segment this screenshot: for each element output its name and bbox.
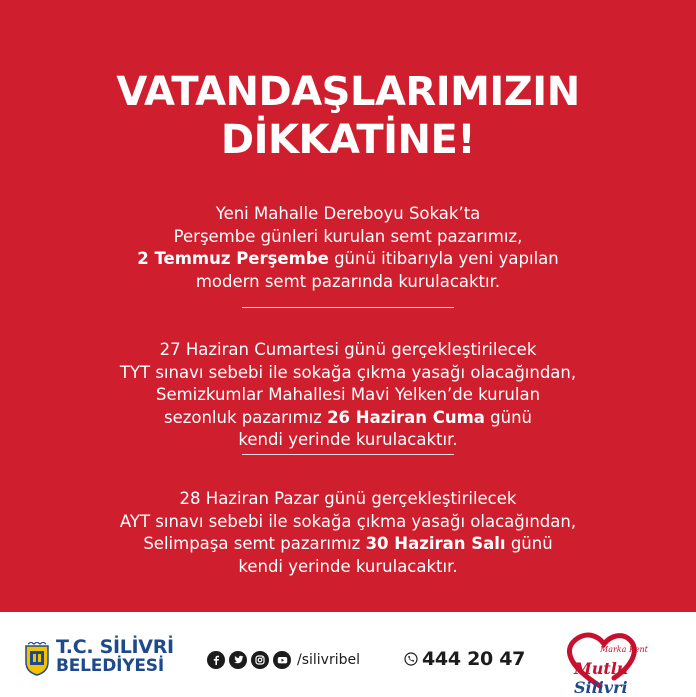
paragraph-3-line-1: 28 Haziran Pazar günü gerçekleştirilecek (179, 489, 517, 508)
phone-contact[interactable] (404, 648, 525, 670)
youtube-icon[interactable] (273, 651, 291, 669)
phone-number: 444 20 47 (422, 648, 526, 670)
paragraph-1-line-1: Yeni Mahalle Dereboyu Sokak’ta (215, 204, 481, 223)
paragraph-1-line-4: modern semt pazarında kurulacaktır. (195, 271, 501, 291)
paragraph-1-line-3 (0, 248, 696, 271)
paragraph-3-line-2: AYT sınavı sebebi ile sokağa çıkma yasağı olacağından, (119, 511, 577, 531)
paragraph-3-line-3-post: günü (505, 534, 553, 553)
paragraph-2-line-4 (0, 407, 696, 430)
paragraph-2-line-4-post: günü (484, 407, 533, 427)
slogan-main-text (574, 659, 680, 697)
social-links (207, 651, 360, 669)
paragraph-1-line-3-rest: günü itibarıyla yeni yapılan (328, 249, 559, 268)
paragraph-2-line-5: kendi yerinde kurulacaktır. (238, 430, 458, 449)
instagram-icon[interactable] (251, 651, 269, 669)
paragraph-3-line-3-pre: Selimpaşa semt pazarımız (143, 534, 366, 553)
paragraph-2-line-4-pre: sezonluk pazarımız (163, 407, 328, 427)
facebook-icon[interactable] (207, 651, 225, 669)
footer-bar (0, 612, 696, 696)
paragraph-2 (0, 339, 696, 452)
paragraph-1 (0, 203, 696, 293)
paragraph-1-line-2: Perşembe günleri kurulan semt pazarımız, (173, 226, 523, 246)
paragraph-2-line-1: 27 Haziran Cumartesi günü gerçekleştirilecek (159, 340, 537, 359)
municipality-logo-text (56, 638, 174, 676)
social-handle[interactable]: /silivribel (297, 652, 360, 668)
brand-line-1: T.C. SİLİVRİ (56, 636, 174, 658)
divider-2 (242, 454, 454, 455)
slogan-top-text: Marka Kent (600, 645, 648, 654)
paragraph-2-line-2: TYT sınavı sebebi ile sokağa çıkma yasağı olacağından, (119, 362, 577, 382)
twitter-icon[interactable] (229, 651, 247, 669)
slogan-word-2: Silivri (574, 678, 628, 697)
highlight-date-2-temmuz: 2 Temmuz Perşembe (137, 249, 329, 268)
paragraph-3-line-4: kendi yerinde kurulacaktır. (238, 556, 458, 576)
paragraph-3-line-3 (0, 533, 696, 556)
paragraph-2-line-3: Semizkumlar Mahallesi Mavi Yelken’de kurulan (155, 385, 541, 404)
slogan-word-1: Mutlu (574, 659, 629, 678)
highlight-date-30-haziran: 30 Haziran Salı (365, 534, 506, 553)
title-line-2: DİKKATİNE! (220, 117, 476, 163)
highlight-date-26-haziran: 26 Haziran Cuma (327, 407, 485, 427)
phone-icon (404, 652, 418, 666)
mutlu-silivri-logo (560, 630, 680, 697)
municipality-crest-icon (24, 642, 50, 676)
divider-1 (242, 307, 454, 308)
paragraph-3 (0, 488, 696, 578)
title-line-1: VATANDAŞLARIMIZIN (116, 69, 580, 115)
brand-line-2: BELEDİYESİ (56, 656, 164, 676)
